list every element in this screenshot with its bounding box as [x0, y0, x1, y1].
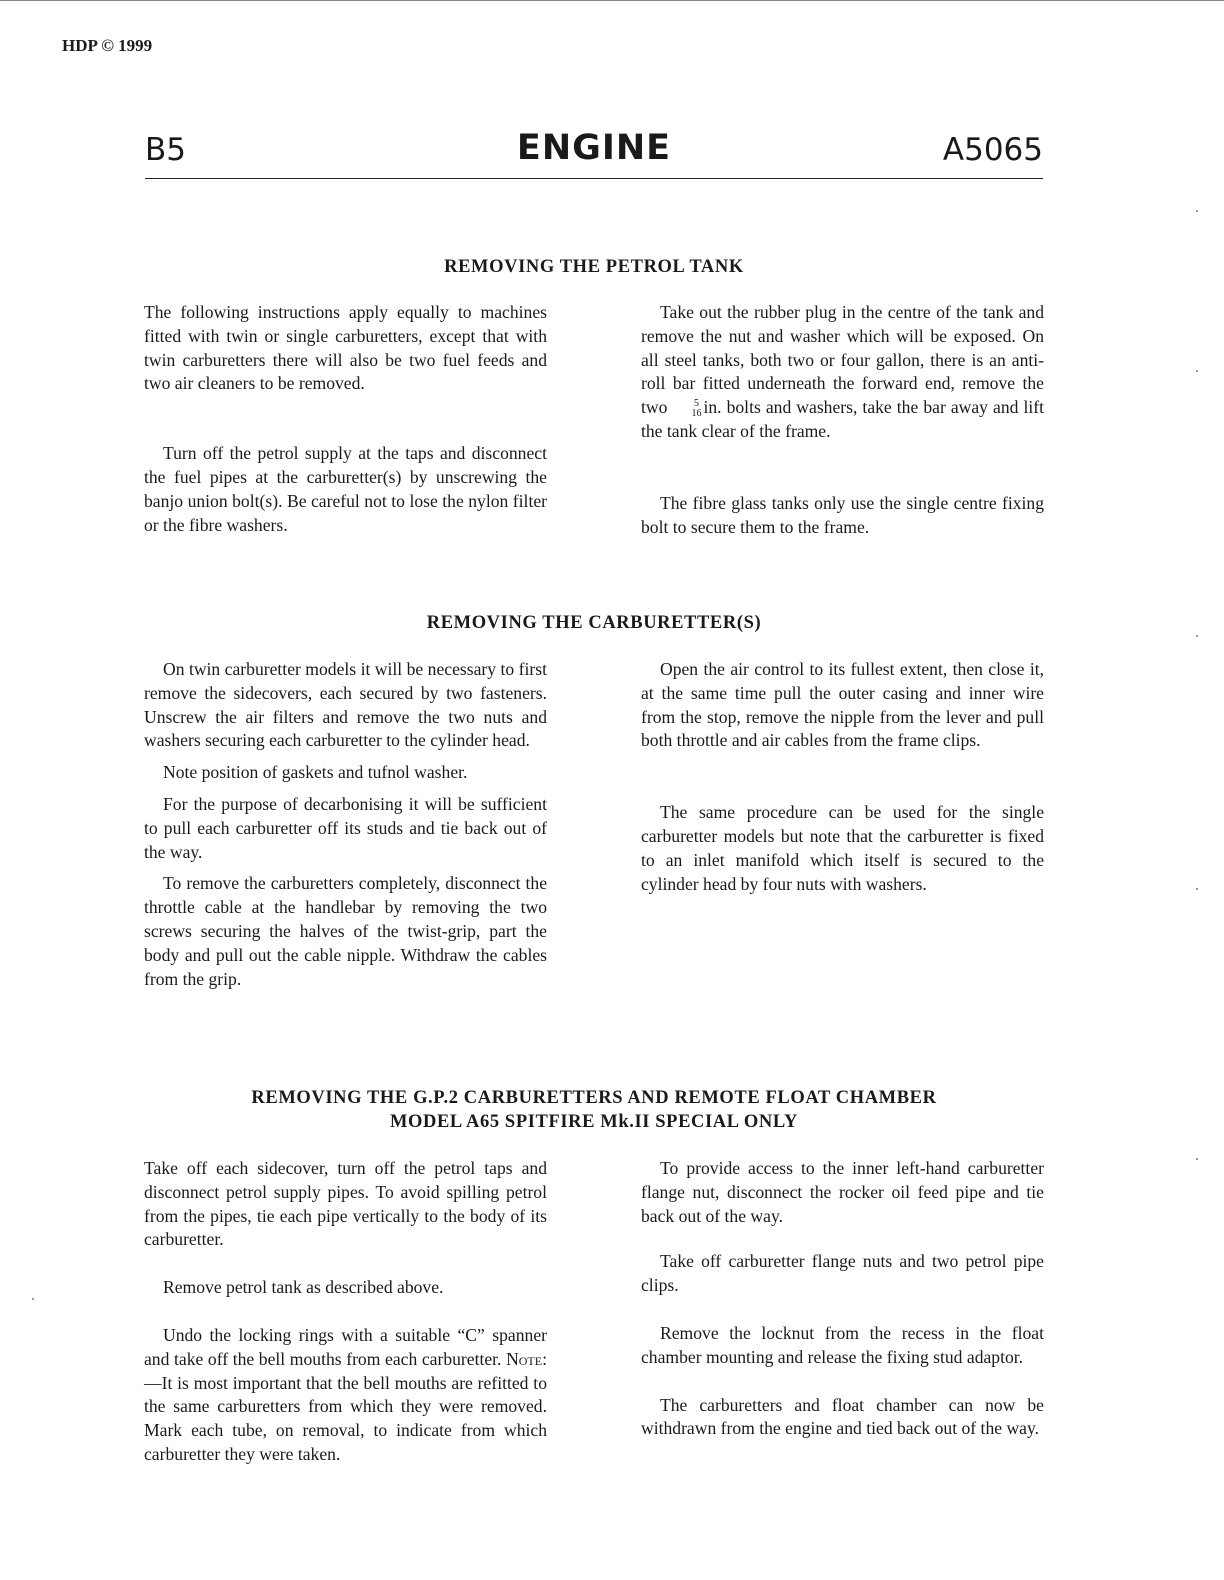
- page-title: ENGINE: [516, 128, 672, 168]
- section-code: B5: [145, 132, 186, 168]
- gp2-heading-line-2: MODEL A65 SPITFIRE Mk.II SPECIAL ONLY: [389, 1112, 799, 1132]
- gp2-paragraph-5: Take off carburetter flange nuts and two petrol pipe clips.: [641, 1251, 1044, 1296]
- gp2-paragraph-1: Take off each sidecover, turn off the petrol taps and disconnect petrol supply pipes. To avoid spilling petrol from the pipes, tie each pipe vertically to the body of its carburetter.: [144, 1158, 547, 1250]
- fraction-five-sixteenths: [672, 399, 701, 419]
- carburetters-paragraph-6: The same procedure can be used for the single carburetter models but note that the carburetter is fixed to an inlet manifold which itself is secured to the cylinder head by four nuts with washers.: [641, 802, 1044, 894]
- carburetters-paragraph-4: To remove the carburetters completely, disconnect the throttle cable at the handlebar by removing the two screws securing the halves of the twist-grip, part the body and pull out the cable nipple. Withdraw the cables from the grip.: [144, 873, 547, 989]
- fraction-numerator: 5: [693, 398, 699, 410]
- gp2-paragraph-4: To provide access to the inner left-hand carburetter flange nut, disconnect the rocker oil feed pipe and tie back out of the way.: [641, 1158, 1044, 1226]
- gp2-paragraph-3-part-a: Undo the locking rings with a suitable “C” spanner and take off the bell mouths from each carburetter.: [144, 1324, 547, 1369]
- gp2-left-column: [144, 1157, 547, 1467]
- petrol-tank-paragraph-1: The following instructions apply equally to machines fitted with twin or single carburetters, except that with twin carburetters there will also be two fuel feeds and two air cleaners to be removed.: [144, 302, 547, 394]
- gp2-paragraph-6: Remove the locknut from the recess in the float chamber mounting and release the fixing stud adaptor.: [641, 1322, 1044, 1367]
- petrol-tank-paragraph-4: The fibre glass tanks only use the single centre fixing bolt to secure them to the frame.: [641, 492, 1044, 537]
- gp2-heading-line-1: REMOVING THE G.P.2 CARBURETTERS AND REMOTE FLOAT CHAMBER: [251, 1088, 937, 1108]
- petrol-tank-paragraph-3: [641, 301, 1044, 444]
- page-header: [145, 128, 1043, 179]
- carburetters-paragraph-1: On twin carburetter models it will be necessary to first remove the sidecovers, each secured by two fasteners. Unscrew the air filters and remove the two nuts and washers securing each carburetter to the cylinder head.: [144, 659, 547, 751]
- fraction-denominator: 16: [691, 408, 702, 420]
- petrol-tank-paragraph-3-part-a: Take out the rubber plug in the centre of the tank and remove the nut and washer which will be exposed. On all steel tanks, both two or four gallon, there is an anti-roll bar fitted underneath the forward end, remove the two: [641, 302, 1044, 418]
- scan-speck: [1196, 1158, 1198, 1160]
- scan-speck: [1196, 888, 1198, 890]
- gp2-paragraph-2: Remove petrol tank as described above.: [163, 1277, 444, 1298]
- scan-speck: [32, 1298, 34, 1300]
- gp2-paragraph-3: [144, 1324, 547, 1467]
- carburetters-left-column: [144, 658, 547, 991]
- carburetters-right-column: [641, 658, 1044, 896]
- petrol-tank-left-column: [144, 301, 547, 537]
- petrol-tank-paragraph-3-part-b: in. bolts and washers, take the bar away and lift the tank clear of the frame.: [641, 397, 1044, 441]
- scan-speck: [1196, 635, 1198, 637]
- gp2-heading: [145, 1086, 1043, 1134]
- scan-edge: [0, 0, 1224, 7]
- carburetters-heading: REMOVING THE CARBURETTER(S): [426, 613, 762, 633]
- scan-speck: [1196, 370, 1198, 372]
- gp2-paragraph-7: The carburetters and float chamber can now be withdrawn from the engine and tied back out of the way.: [641, 1394, 1044, 1439]
- petrol-tank-paragraph-2: Turn off the petrol supply at the taps and disconnect the fuel pipes at the carburetter(s) by unscrewing the banjo union bolt(s). Be careful not to lose the nylon filter or the fibre washers.: [144, 443, 547, 535]
- carburetters-paragraph-5: Open the air control to its fullest extent, then close it, at the same time pull the outer casing and inner wire from the stop, remove the nipple from the lever and pull both throttle and air cables from the frame clips.: [641, 659, 1044, 751]
- gp2-paragraph-3-part-b: :—It is most important that the bell mouths are refitted to the same carburetters from which they were removed. Mark each tube, on removal, to indicate from which carburetter they were taken.: [144, 1348, 547, 1464]
- petrol-tank-heading: REMOVING THE PETROL TANK: [444, 257, 744, 277]
- carburetters-paragraph-2: Note position of gaskets and tufnol washer.: [163, 762, 468, 783]
- gp2-right-column: [641, 1157, 1044, 1441]
- petrol-tank-right-column: [641, 301, 1044, 539]
- note-label: Note: [506, 1348, 543, 1369]
- carburetters-paragraph-3: For the purpose of decarbonising it will be sufficient to pull each carburetter off its studs and tie back out of the way.: [144, 793, 547, 862]
- document-code: A5065: [942, 132, 1043, 168]
- scan-speck: [1196, 210, 1198, 212]
- copyright-notice: HDP © 1999: [62, 36, 153, 55]
